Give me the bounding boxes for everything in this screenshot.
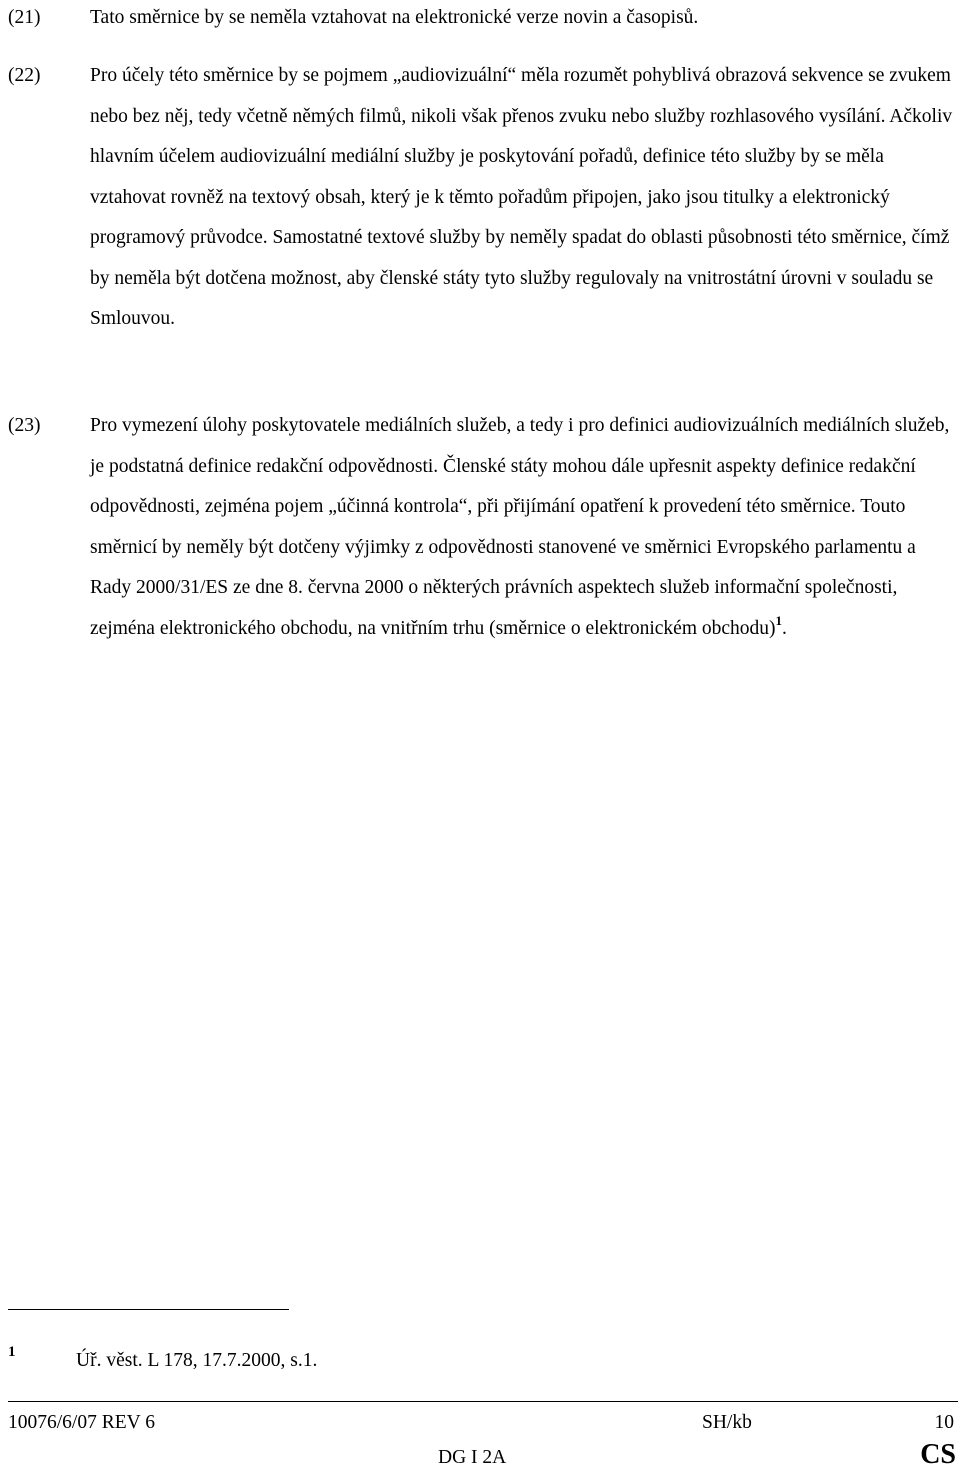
footer-dg: DG I 2A — [438, 1447, 507, 1468]
paragraph-21 — [0, 0, 960, 39]
paragraph-text — [90, 406, 956, 649]
paragraph-number: (22) — [8, 65, 41, 86]
paragraph-22 — [0, 56, 960, 340]
footer-author: SH/kb — [702, 1412, 752, 1433]
footer-language-code: CS — [920, 1439, 956, 1470]
footnote-reference: 1 — [775, 612, 783, 628]
footnote-text: Úř. věst. L 178, 17.7.2000, s.1. — [76, 1350, 318, 1371]
footer-separator — [8, 1401, 958, 1402]
footer-page-number: 10 — [934, 1412, 954, 1433]
footnote-separator — [8, 1309, 289, 1310]
paragraph-text: Tato směrnice by se neměla vztahovat na elektronické verze novin a časopisů. — [90, 7, 699, 28]
paragraph-number: (21) — [8, 7, 41, 28]
paragraph-number: (23) — [8, 415, 41, 436]
paragraph-tail: . — [782, 617, 787, 639]
footer-doc-ref: 10076/6/07 REV 6 — [8, 1412, 155, 1433]
paragraph-23 — [0, 406, 960, 649]
footnote-number: 1 — [8, 1344, 16, 1360]
paragraph-body: Pro vymezení úlohy poskytovatele mediálních služeb, a tedy i pro definici audiovizuálních mediálních služeb, je podstatná definice redakční odpovědnosti. Členské státy mohou dále upřesnit aspekty definice redakční odpovědnosti, zejména pojem „účinná kontrola“, při přijímání opatření k provedení této směrnice. Touto směrnicí by neměly být dotčeny výjimky z odpovědnosti stanovené ve směrnici Evropského parlamentu a Rady 2000/31/ES ze dne 8. června 2000 o některých právních aspektech služeb informační společnosti, zejména elektronického obchodu, na vnitřním trhu (směrnice o elektronickém obchodu) — [90, 415, 950, 639]
paragraph-text: Pro účely této směrnice by se pojmem „audiovizuální“ měla rozumět pohyblivá obrazová sekvence se zvukem nebo bez něj, tedy včetně němých filmů, nikoli však přenos zvuku nebo služby rozhlasového vysílání. Ačkoliv hlavním účelem audiovizuální mediální služby je poskytování pořadů, definice této služby by se měla vztahovat rovněž na textový obsah, který je k těmto pořadům připojen, jako jsou titulky a elektronický programový průvodce. Samostatné textové služby by neměly spadat do oblasti působnosti této směrnice, čímž by neměla být dotčena možnost, aby členské státy tyto služby regulovaly na vnitrostátní úrovni v souladu se Smlouvou. — [90, 65, 953, 329]
